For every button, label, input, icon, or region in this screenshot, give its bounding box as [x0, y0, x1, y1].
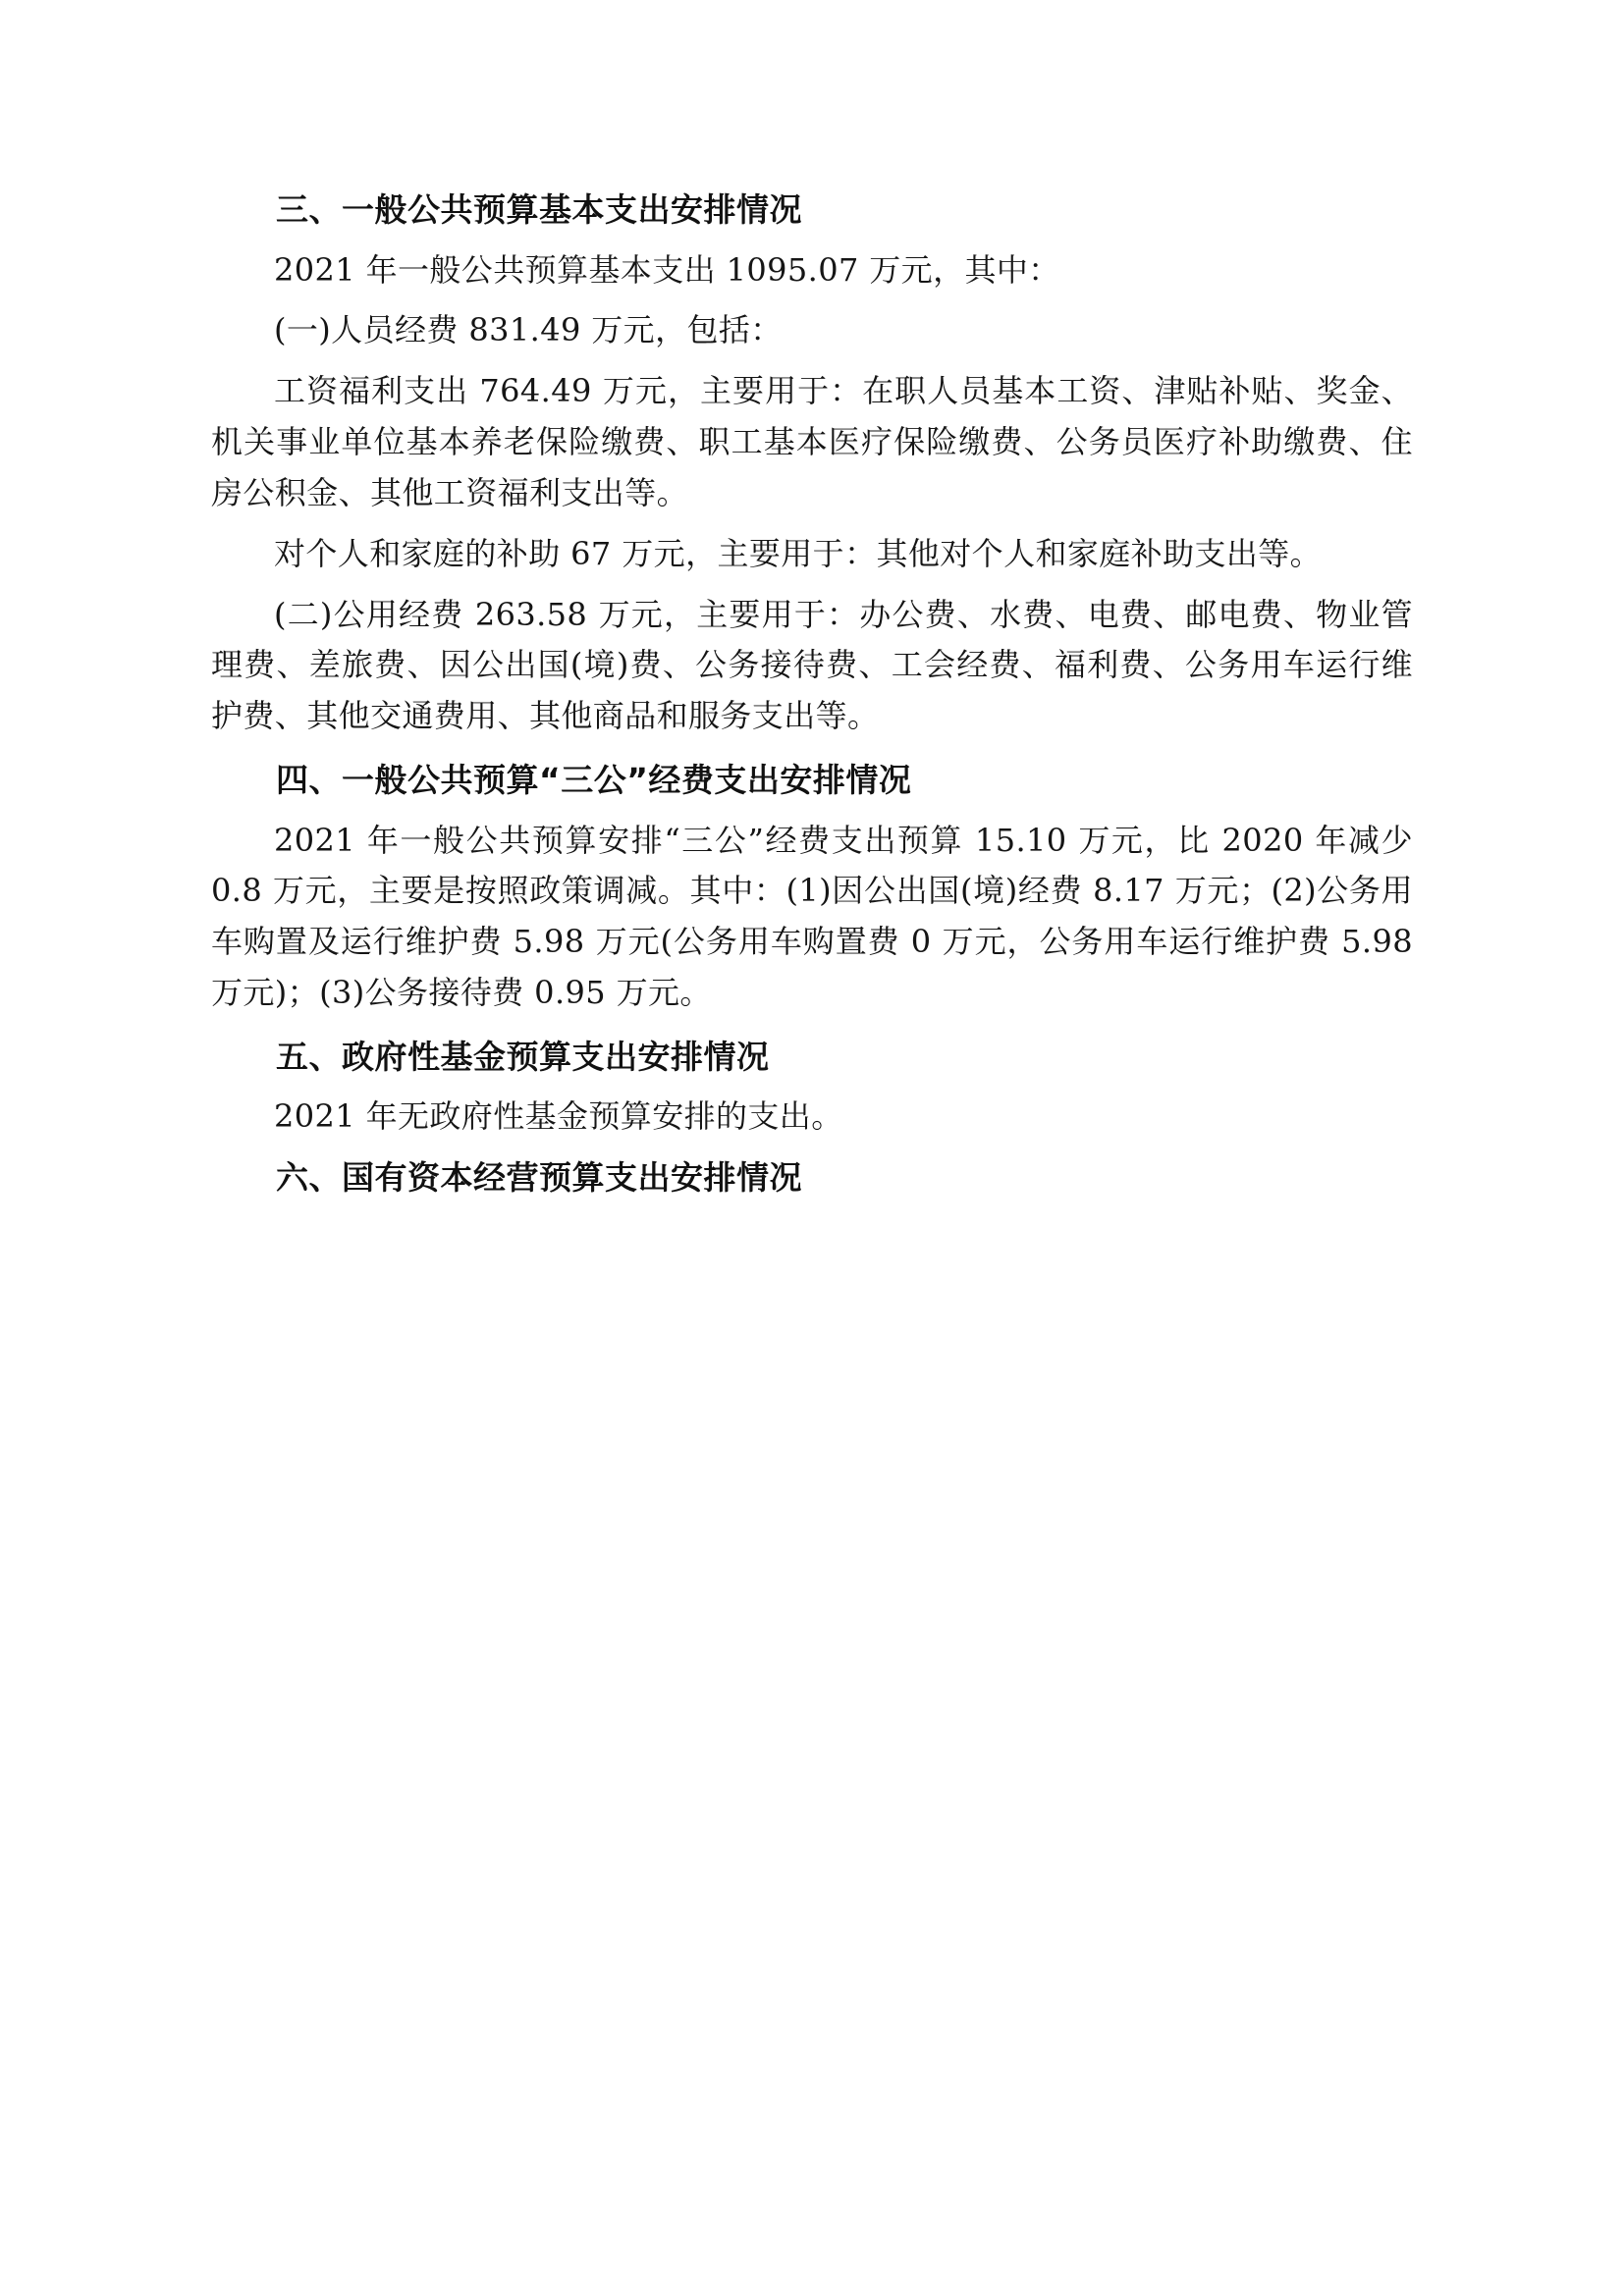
heading-section-five: 五、政府性基金预算支出安排情况 [276, 1037, 770, 1076]
heading-section-four: 四、一般公共预算“三公”经费支出安排情况 [276, 761, 912, 799]
heading-section-three: 三、一般公共预算基本支出安排情况 [276, 190, 802, 229]
paragraph-individual-family-subsidy: 对个人和家庭的补助 67 万元，主要用于：其他对个人和家庭补助支出等。 [274, 534, 1323, 572]
heading-section-six: 六、国有资本经营预算支出安排情况 [276, 1158, 802, 1198]
paragraph-three-public-expense-detail: 2021 年一般公共预算安排“三公”经费支出预算 15.10 万元，比 2020 年减少 0.8 万元，主要是按照政策调减。其中：(1)因公出国(境)经费 8.17 万元；(2)公务用车购置及运行维护费 5.98 万元(公务用车购置费 0 万元，公务用车运行维护费 5.98 万元)；(3)公务接待费 0.95 万元。 [211, 821, 1413, 1012]
paragraph-government-fund-budget: 2021 年无政府性基金预算安排的支出。 [274, 1097, 843, 1136]
paragraph-public-expense: (二)公用经费 263.58 万元，主要用于：办公费、水费、电费、邮电费、物业管理费、差旅费、因公出国(境)费、公务接待费、工会经费、福利费、公务用车运行维护费、其他交通费用、其他商品和服务支出等。 [211, 595, 1413, 735]
paragraph-basic-expenditure-total: 2021 年一般公共预算基本支出 1095.07 万元，其中： [274, 250, 1060, 289]
paragraph-salary-welfare: 工资福利支出 764.49 万元，主要用于：在职人员基本工资、津贴补贴、奖金、机关事业单位基本养老保险缴费、职工基本医疗保险缴费、公务员医疗补助缴费、住房公积金、其他工资福利支出等。 [211, 372, 1413, 511]
document-body [211, 177, 1413, 1208]
paragraph-personnel-expense: (一)人员经费 831.49 万元，包括： [274, 311, 783, 349]
